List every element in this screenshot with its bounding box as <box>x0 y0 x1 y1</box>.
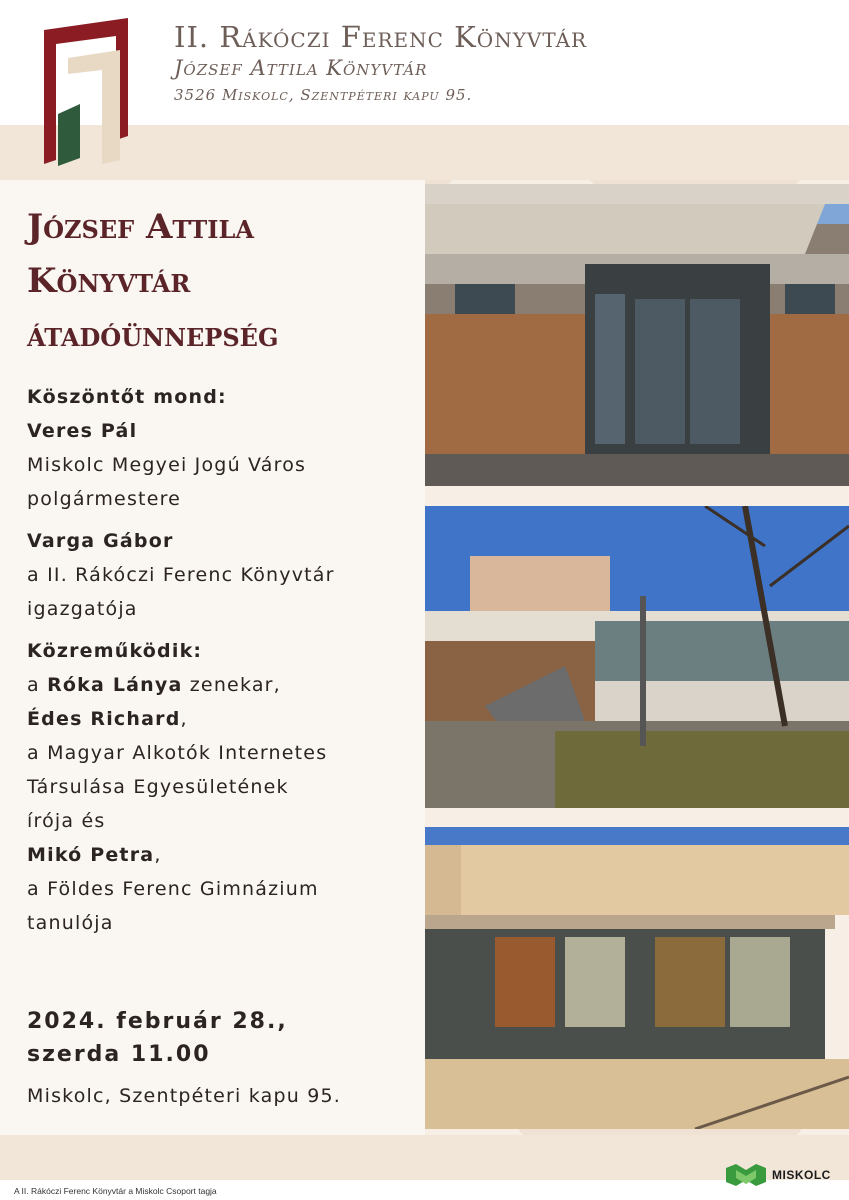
event-title-line-3: átadóünnepség <box>27 315 279 355</box>
performer-2-line <box>27 702 417 736</box>
performer-2-role-line-3: írója és <box>27 810 106 832</box>
performer-1-suffix: zenekar, <box>182 674 281 696</box>
performer-2-role-line-1: a Magyar Alkotók Internetes <box>27 742 328 764</box>
library-address: 3526 Miskolc, Szentpéteri kapu 95. <box>174 86 473 104</box>
performer-3-line <box>27 838 417 872</box>
miskolc-brand <box>726 1164 831 1186</box>
event-date <box>27 1005 288 1071</box>
footer-note: A II. Rákóczi Ferenc Könyvtár a Miskolc Csoport tagja <box>14 1186 217 1196</box>
performer-2-suffix: , <box>180 708 188 730</box>
event-date-line-2: szerda 11.00 <box>27 1042 211 1067</box>
performers-label: Közreműködik: <box>27 640 203 662</box>
speaker-1-name: Veres Pál <box>27 420 138 442</box>
performer-3-name: Mikó Petra <box>27 844 155 866</box>
performer-3-suffix: , <box>154 844 162 866</box>
program-text <box>27 380 417 940</box>
event-title-line-2: Könyvtár <box>27 261 191 301</box>
event-location: Miskolc, Szentpéteri kapu 95. <box>27 1085 342 1107</box>
greeting-label: Köszöntőt mond: <box>27 386 227 408</box>
speaker-2-name: Varga Gábor <box>27 530 174 552</box>
performer-2-role-line-2: Társulása Egyesületének <box>27 776 289 798</box>
performer-1-line <box>27 668 417 702</box>
miskolc-logo-icon <box>726 1164 766 1186</box>
performer-2-name: Édes Richard <box>27 708 181 730</box>
performer-1-name: Róka Lánya <box>47 674 183 696</box>
branch-name: József Attila Könyvtár <box>174 56 428 80</box>
footer-band <box>0 1135 849 1180</box>
performer-3-role-line-1: a Földes Ferenc Gimnázium <box>27 878 319 900</box>
speaker-2-role-line-2: igazgatója <box>27 598 138 620</box>
speaker-1-role-line-1: Miskolc Megyei Jogú Város <box>27 454 307 476</box>
library-logo-icon <box>40 18 132 168</box>
event-title-line-1: József Attila <box>27 207 254 247</box>
miskolc-brand-text: MISKOLC <box>772 1168 831 1182</box>
photo-building-side <box>425 506 849 808</box>
library-name: II. Rákóczi Ferenc Könyvtár <box>174 20 588 54</box>
speaker-2-role-line-1: a II. Rákóczi Ferenc Könyvtár <box>27 564 335 586</box>
performer-1-prefix: a <box>27 674 48 696</box>
event-date-line-1: 2024. február 28., <box>27 1009 288 1034</box>
event-title <box>27 200 278 362</box>
photo-facade <box>425 827 849 1129</box>
performer-3-role-line-2: tanulója <box>27 912 114 934</box>
photo-entrance <box>425 184 849 486</box>
library-title-block <box>174 20 587 104</box>
speaker-1-role-line-2: polgármestere <box>27 488 182 510</box>
